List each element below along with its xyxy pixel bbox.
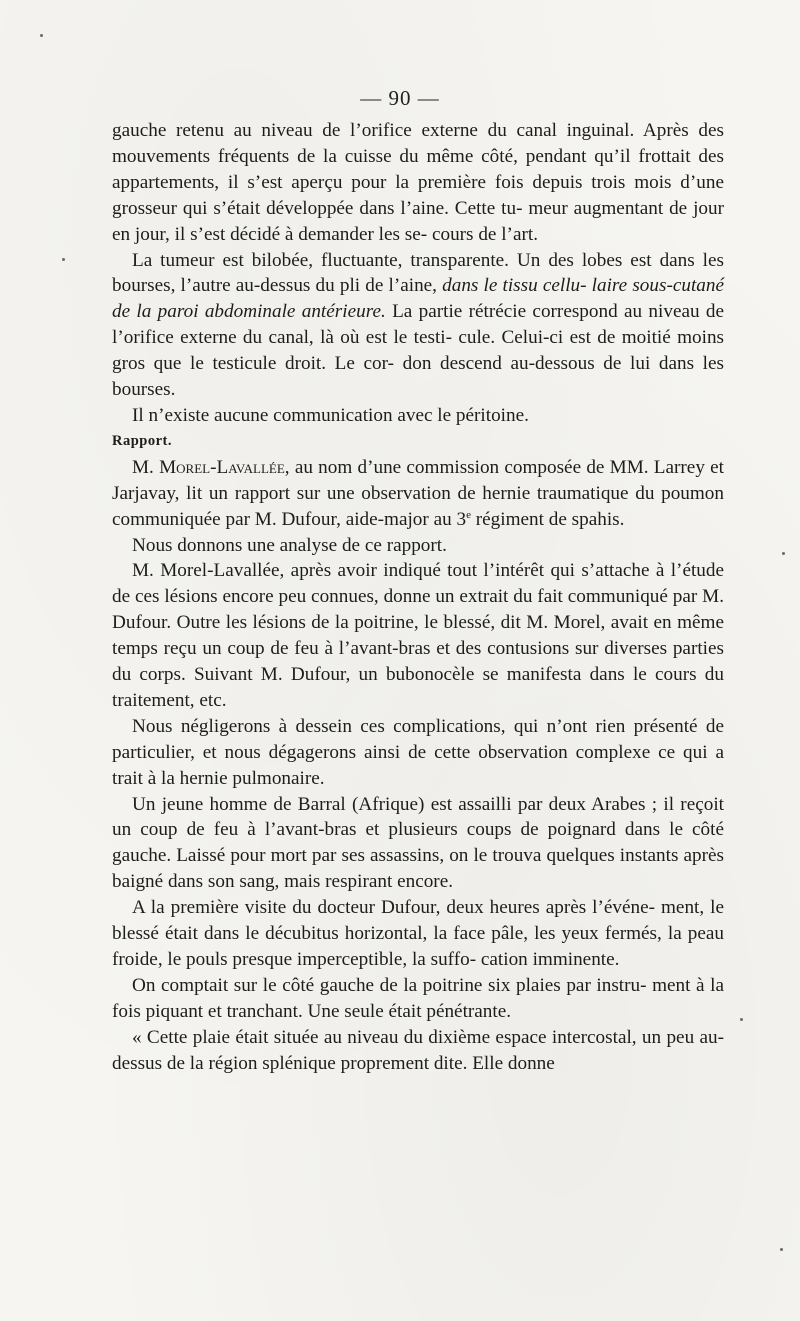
paragraph-4-text-b: , au nom d’une commission composée de MM. Larrey et Jarjavay, lit un rapport sur une observation de hernie traumatique du poumon communiquée par M. Dufour, aide-major au 3: [112, 456, 724, 530]
paragraph-2-text-b: La partie rétrécie correspond au niveau de l’orifice externe du canal, là où est le testi- cule. Celui-ci est de moitié moins gros que le testicule droit. Le cor- don descend au-dessous de lui dans les bourses.: [112, 301, 724, 401]
ordinal-superscript: e: [466, 508, 471, 521]
reporter-name: Morel-Lavallée: [159, 456, 285, 478]
paragraph-2-text-a: La tumeur est bilobée, fluctuante, transparente. Un des lobes est dans les bourses, l’autre au-dessus du pli de l’aine,: [112, 249, 724, 297]
paragraph-2-italic: dans le tissu cellu- laire sous-cutané de la paroi abdominale antérieure.: [112, 275, 724, 323]
paragraph-1: gauche retenu au niveau de l’orifice externe du canal inguinal. Après des mouvements fréquents de la cuisse du même côté, pendant qu’il frottait des appartements, il s’est aperçu pour la première fois depuis trois mois d’une grosseur qui s’était développée dans l’aine. Cette tu- meur augmentant de jour en jour, il s’est décidé à demander les se- cours de l’art.: [112, 120, 724, 245]
paper-speck: [780, 1248, 783, 1251]
paragraph-3: Il n’existe aucune communication avec le péritoine.: [132, 404, 529, 426]
paragraph-4: [112, 455, 724, 533]
paragraph-6: M. Morel-Lavallée, après avoir indiqué tout l’intérêt qui s’attache à l’étude de ces lésions encore peu connues, donne un extrait du fait communiqué par M. Dufour. Outre les lésions de la poitrine, le blessé, dit M. Morel, avait en même temps reçu un coup de feu à l’avant-bras et des contusions sur diverses parties du corps. Suivant M. Dufour, un bubonocèle se manifesta dans le cours du traitement, etc.: [112, 560, 724, 711]
paragraph-5: Nous donnons une analyse de ce rapport.: [132, 534, 447, 556]
paragraph-7: Nous négligerons à dessein ces complications, qui n’ont rien présenté de particulier, et nous dégagerons ainsi de cette observation complexe ce qui a trait à la hernie pulmonaire.: [112, 715, 724, 789]
paragraph-2: [112, 248, 724, 403]
paragraph-11: « Cette plaie était située au niveau du dixième espace intercostal, un peu au-dessus de la région splénique proprement dite. Elle donne: [112, 1026, 724, 1074]
paper-speck: [782, 552, 785, 555]
paper-speck: [62, 258, 65, 261]
paragraph-4-text-a: M.: [132, 456, 160, 478]
page-number: — 90 —: [360, 86, 440, 110]
paper-speck: [740, 1018, 743, 1021]
paragraph-8: Un jeune homme de Barral (Afrique) est assailli par deux Arabes ; il reçoit un coup de feu à l’avant-bras et plusieurs coups de poignard dans le côté gauche. Laissé pour mort par ses assassins, on le trouva quelques instants après baigné dans son sang, mais respirant encore.: [112, 793, 724, 893]
paragraph-4-text-c: régiment de spahis.: [470, 508, 625, 530]
paragraph-9: A la première visite du docteur Dufour, deux heures après l’événe- ment, le blessé était dans le décubitus horizontal, la face pâle, les yeux fermés, la peau froide, le pouls presque imperceptible, la suffo- cation imminente.: [112, 897, 724, 970]
paragraph-10: On comptait sur le côté gauche de la poitrine six plaies par instru- ment à la fois piquant et tranchant. Une seule était pénétrante.: [112, 974, 724, 1022]
body-text: [112, 118, 724, 1077]
paper-speck: [40, 34, 43, 37]
section-title: Rapport.: [112, 432, 172, 449]
